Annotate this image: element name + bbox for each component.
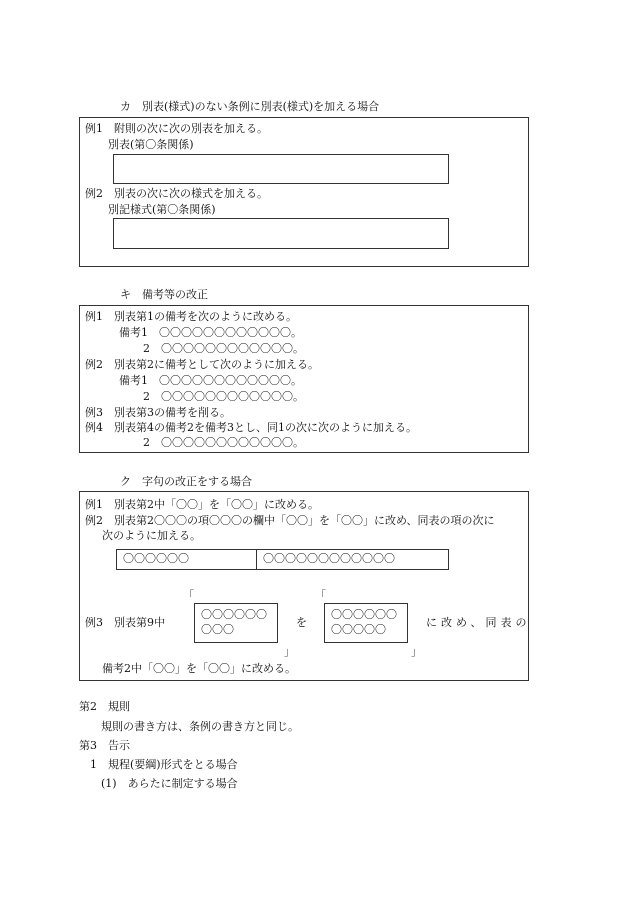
ka-empty-table-1 [113,154,449,184]
section-3-item-1-1: (1) あらたに制定する場合 [101,777,238,790]
ku-wo-particle: を [296,616,307,629]
ki-line: 例2 別表第2に備考として次のように加える。 [85,358,319,371]
ki-line: 例4 別表第4の備考2を備考3とし、同1の次に次のように加える。 [85,421,417,434]
section-ku-heading: ク 字句の改正をする場合 [120,475,252,488]
ki-line: 2 〇〇〇〇〇〇〇〇〇〇〇〇。 [143,390,304,403]
box-old-line: 〇〇〇 [201,623,234,636]
ki-line: 2 〇〇〇〇〇〇〇〇〇〇〇〇。 [143,436,304,449]
ku-example-2-line2: 次のように加える。 [102,529,201,542]
ku-replace-box-old [194,603,278,643]
open-bracket: 「 [315,589,326,602]
section-ki-heading: キ 備考等の改正 [120,288,208,301]
ku-row-cell-text: 〇〇〇〇〇〇 [123,552,189,565]
ku-example-1: 例1 別表第2中「〇〇」を「〇〇」に改める。 [85,498,319,511]
close-bracket: 」 [284,645,295,658]
ku-example-2-line1: 例2 別表第2〇〇〇の項〇〇〇の欄中「〇〇」を「〇〇」に改め、同表の項の次に [85,514,495,527]
ka-example-1: 例1 附則の次に次の別表を加える。 [85,122,268,135]
section-ka-frame [79,117,529,267]
ki-line: 2 〇〇〇〇〇〇〇〇〇〇〇〇。 [143,342,304,355]
ku-row-cell-text: 〇〇〇〇〇〇〇〇〇〇〇〇 [263,552,395,565]
section-3-item-1: 1 規程(要綱)形式をとる場合 [90,758,238,771]
ki-line: 例3 別表第3の備考を削る。 [85,406,231,419]
ku-row-cell [257,550,448,569]
ku-inserted-row [116,549,449,570]
ka-example-2: 例2 別表の次に次の様式を加える。 [85,187,268,200]
box-new-line: 〇〇〇〇〇 [331,623,386,636]
ki-line: 備考1 〇〇〇〇〇〇〇〇〇〇〇〇。 [119,374,302,387]
open-bracket: 「 [183,589,194,602]
ku-example-3-continued: 備考2中「〇〇」を「〇〇」に改める。 [102,662,296,675]
ku-row-cell [117,550,257,569]
ka-example-1-sub: 別表(第〇条関係) [108,138,194,151]
section-3-title: 第3 告示 [79,739,130,752]
section-ku-frame [79,491,529,681]
section-ki-frame [79,305,529,453]
close-bracket: 」 [411,645,422,658]
box-new-line: 〇〇〇〇〇〇 [331,608,397,621]
section-ka-heading: カ 別表(様式)のない条例に別表(様式)を加える場合 [120,100,380,113]
ka-example-2-sub: 別記様式(第〇条関係) [108,203,216,216]
box-old-line: 〇〇〇〇〇〇 [201,608,267,621]
section-2-title: 第2 規則 [79,700,130,713]
ki-line: 例1 別表第1の備考を次のように改める。 [85,310,297,323]
ku-example-3-suffix: に改め、同表の [426,616,531,629]
ku-replace-box-new [324,603,408,643]
ku-example-3-prefix: 例3 別表第9中 [85,616,165,629]
section-2-text: 規則の書き方は、条例の書き方と同じ。 [101,720,299,733]
ki-line: 備考1 〇〇〇〇〇〇〇〇〇〇〇〇。 [119,326,302,339]
ka-empty-table-2 [113,218,449,249]
